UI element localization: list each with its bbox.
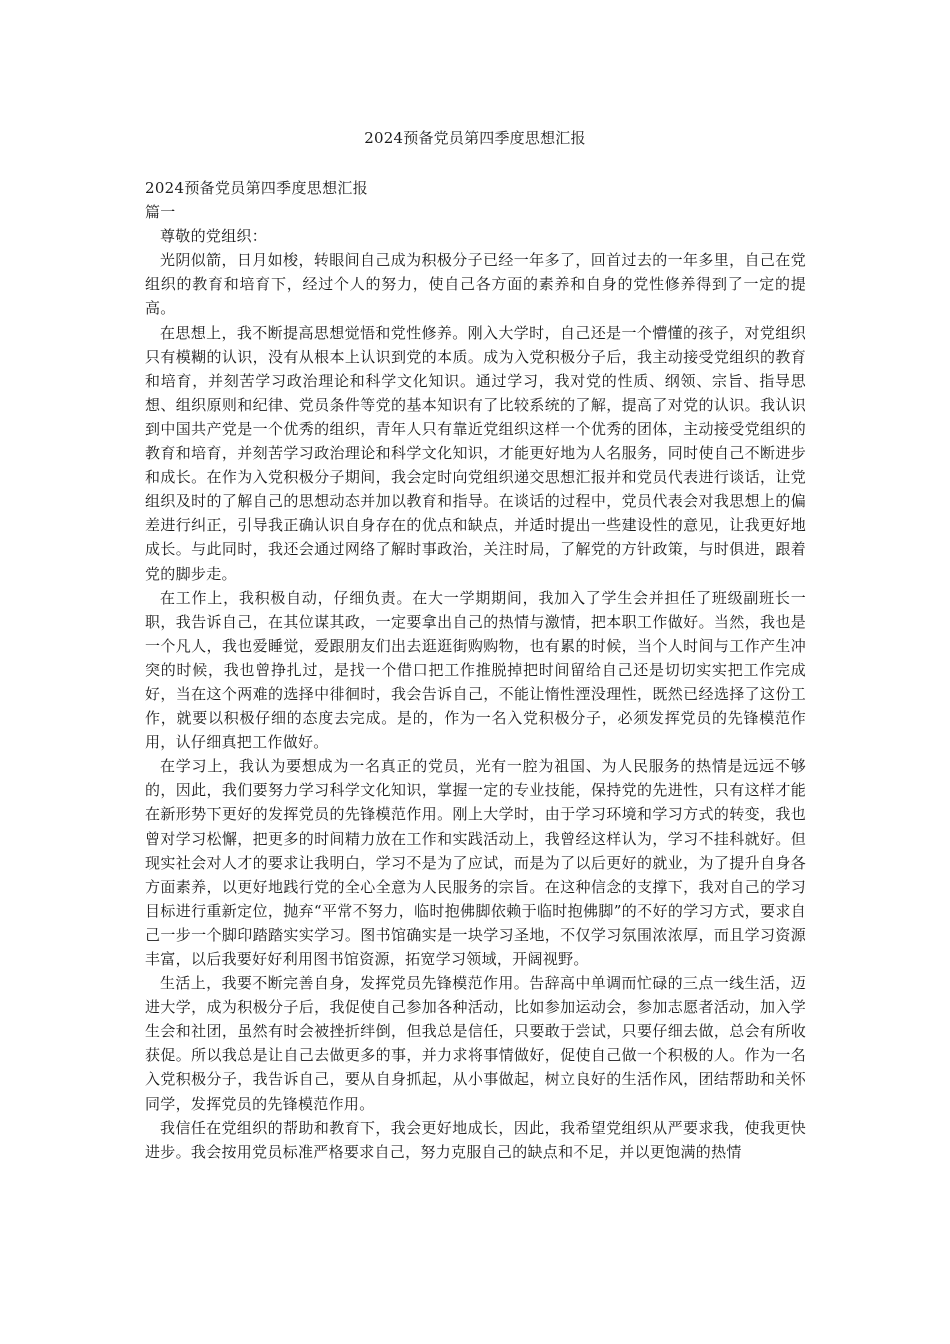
- paragraph-life: 生活上，我要不断完善自身，发挥党员先锋模范作用。告辞高中单调而忙碌的三点一线生活，迈进大学，成为积极分子后，我促使自己参加各种活动，比如参加运动会，参加志愿者活动，加入学生会和社团，虽然有时会被挫折绊倒，但我总是信任，只要敢于尝试，只要仔细去做，总会有所收获促。所以我总是让自己去做更多的事，并力求将事情做好，促使自己做一个积极的人。作为一名入党积极分子，我告诉自己，要从自身抓起，从小事做起，树立良好的生活作风，团结帮助和关怀同学，发挥党员的先锋模范作用。: [145, 974, 806, 1113]
- section-label: 篇一: [145, 203, 176, 222]
- document-title: 2024预备党员第四季度思想汇报: [364, 129, 586, 147]
- paragraph-thought: 在思想上，我不断提高思想觉悟和党性修养。刚入大学时，自己还是一个懵懂的孩子，对党组织只有模糊的认识，没有从根本上认识到党的本质。成为入党积极分子后，我主动接受党组织的教育和培育，并刻苦学习政治理论和科学文化知识。通过学习，我对党的性质、纲领、宗旨、指导思想、组织原则和纪律、党员条件等党的基本知识有了比较系统的了解，提高了对党的认识。我认识到中国共产党是一个优秀的组织，青年人只有靠近党组织这样一个优秀的团体，主动接受党组织的教育和培育，并刻苦学习政治理论和科学文化知识，才能更好地为人名服务，同时使自己不断进步和成长。在作为入党积极分子期间，我会定时向党组织递交思想汇报并和党员代表进行谈话，让党组织及时的了解自己的思想动态并加以教育和指导。在谈话的过程中，党员代表会对我思想上的偏差进行纠正，引导我正确认识自身存在的优点和缺点，并适时提出一些建设性的意见，让我更好地成长。与此同时，我还会通过网络了解时事政治，关注时局，了解党的方针政策，与时俱进，跟着党的脚步走。: [145, 323, 806, 583]
- paragraph-intro: 光阴似箭，日月如梭，转眼间自己成为积极分子已经一年多了，回首过去的一年多里，自己在党组织的教育和培育下，经过个人的努力，使自己各方面的素养和自身的党性修养得到了一定的提高。: [145, 251, 806, 318]
- paragraph-work: 在工作上，我积极自动，仔细负责。在大一学期期间，我加入了学生会并担任了班级副班长一职，我告诉自己，在其位谋其政，一定要拿出自己的热情与激情，把本职工作做好。当然，我也是一个凡人，我也爱睡觉，爱跟朋友们出去逛逛街购购物，也有累的时候，当个人时间与工作产生冲突的时候，我也曾挣扎过，是找一个借口把工作推脱掉把时间留给自己还是切切实实把工作完成好，当在这个两难的选择中徘徊时，我会告诉自己，不能让惰性湮没理性，既然已经选择了这份工作，就要以积极仔细的态度去完成。是的，作为一名入党积极分子，必须发挥党员的先锋模范作用，认仔细真把工作做好。: [145, 588, 806, 752]
- paragraph-closing: 我信任在党组织的帮助和教育下，我会更好地成长，因此，我希望党组织从严要求我，使我更快进步。我会按用党员标准严格要求自己，努力克服自己的缺点和不足，并以更饱满的热情: [145, 1118, 806, 1161]
- salutation: 尊敬的党组织：: [160, 227, 268, 246]
- document-body: [145, 176, 806, 1164]
- paragraph-study: 在学习上，我认为要想成为一名真正的党员，光有一腔为祖国、为人民服务的热情是远远不够的，因此，我们要努力学习科学文化知识，掌握一定的专业技能，保持党的先进性，只有这样才能在新形势下更好的发挥党员的先锋模范作用。刚上大学时，由于学习环境和学习方式的转变，我也曾对学习松懈，把更多的时间精力放在工作和实践活动上，我曾经这样认为，学习不挂科就好。但现实社会对人才的要求让我明白，学习不是为了应试，而是为了以后更好的就业，为了提升自身各方面素养，以更好地践行党的全心全意为人民服务的宗旨。在这种信念的支撑下，我对自己的学习目标进行重新定位，抛弃“平常不努力，临时抱佛脚依赖于临时抱佛脚”的不好的学习方式，要求自己一步一个脚印踏踏实实学习。图书馆确实是一块学习圣地，不仅学习氛围浓浓厚，而且学习资源丰富，以后我要好好利用图书馆资源，拓宽学习领域，开阔视野。: [145, 757, 806, 968]
- document-subtitle: 2024预备党员第四季度思想汇报: [145, 179, 368, 197]
